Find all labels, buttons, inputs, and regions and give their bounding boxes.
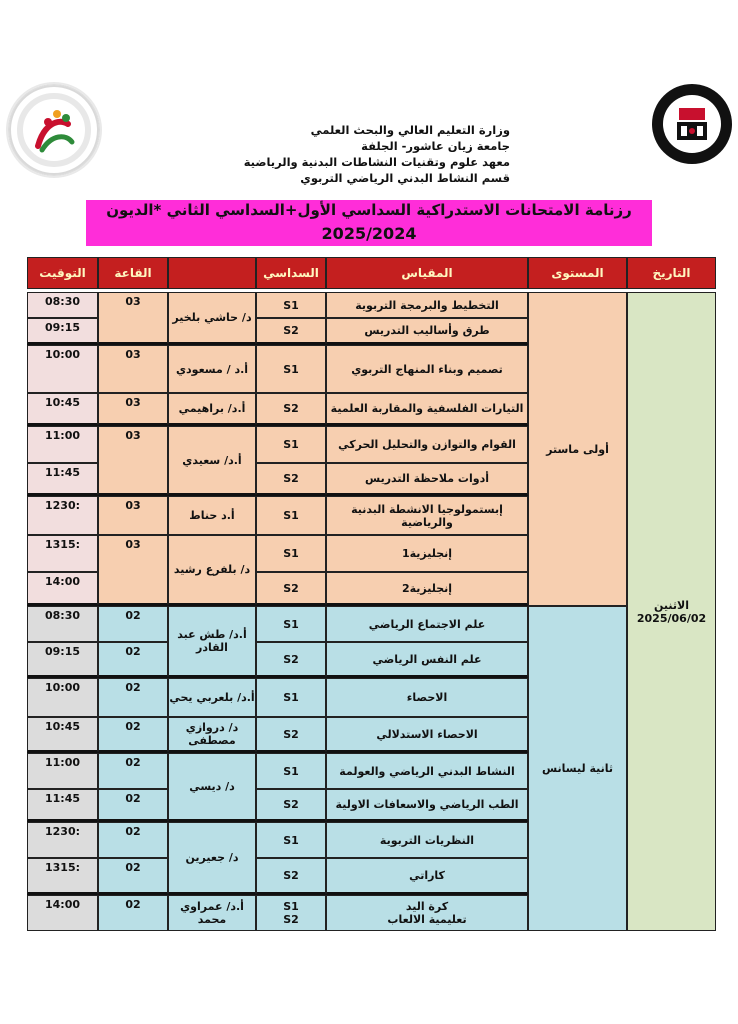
semester-cell: S1 <box>256 753 326 789</box>
header-room: القاعة <box>98 257 168 289</box>
time-cell: :1315 <box>27 858 98 895</box>
room-cell: 02 <box>98 642 168 678</box>
module-cell: كاراتي <box>326 858 528 895</box>
module-cell: الاحصاء <box>326 678 528 717</box>
time-cell: 14:00 <box>27 895 98 931</box>
teacher-cell: د/ ديسي <box>168 753 256 822</box>
time-cell: 08:30 <box>27 292 98 318</box>
semester-cell: S1 <box>256 678 326 717</box>
time-cell: 10:45 <box>27 393 98 426</box>
time-cell: 11:00 <box>27 753 98 789</box>
teacher-cell: أ.د/ بلعربي يحي <box>168 678 256 717</box>
room-cell: 02 <box>98 858 168 895</box>
teacher-cell: أ.د / مسعودي <box>168 345 256 393</box>
module-cell: تصميم وبناء المنهاج التربوي <box>326 345 528 393</box>
module-cell: أدوات ملاحظة التدريس <box>326 463 528 496</box>
semester-cell: S1 <box>256 496 326 535</box>
time-cell: 14:00 <box>27 572 98 606</box>
module-cell: التخطيط والبرمجة التربوية <box>326 292 528 318</box>
time-cell: 10:00 <box>27 345 98 393</box>
department-name: قسم النشاط البدني الرياضي التربوي <box>300 171 510 185</box>
ministry-name: وزارة التعليم العالي والبحث العلمي <box>310 123 510 137</box>
teacher-cell: أ.د/ سعيدي <box>168 426 256 496</box>
level-license2: ثانية ليسانس <box>528 606 627 931</box>
room-cell: 03 <box>98 535 168 606</box>
level-master1: أولى ماستر <box>528 292 627 606</box>
semester-cell: S2 <box>256 572 326 606</box>
module-cell: علم النفس الرياضي <box>326 642 528 678</box>
teacher-cell: د/ بلفرع رشيد <box>168 535 256 606</box>
teacher-cell: د/ دروازي مصطفى <box>168 717 256 753</box>
semester-cell: S1 <box>256 292 326 318</box>
room-cell: 02 <box>98 822 168 858</box>
teacher-cell: أ.د/ طش عبد القادر <box>168 606 256 678</box>
room-cell: 03 <box>98 292 168 345</box>
room-cell: 02 <box>98 895 168 931</box>
semester-cell: S2 <box>256 717 326 753</box>
time-cell: :1315 <box>27 535 98 572</box>
teacher-cell: أ.د/ براهيمي <box>168 393 256 426</box>
room-cell: 02 <box>98 717 168 753</box>
header-time: التوقيت <box>27 257 98 289</box>
header-date: التاريخ <box>627 257 716 289</box>
module-cell: إنجليزية1 <box>326 535 528 572</box>
header-module: المقياس <box>326 257 528 289</box>
semester-cell: S1 <box>256 606 326 642</box>
academic-year: 2025/2024 <box>321 224 417 243</box>
time-cell: 09:15 <box>27 642 98 678</box>
header-level: المستوى <box>528 257 627 289</box>
module-cell: الطب الرياضي والاسعافات الاولية <box>326 789 528 822</box>
module-cell: القوام والتوازن والتحليل الحركي <box>326 426 528 463</box>
semester-cell: S1 <box>256 535 326 572</box>
exam-date: الاثنين 2025/06/02 <box>627 292 716 931</box>
module-cell: إنجليزية2 <box>326 572 528 606</box>
teacher-cell: أ.د/ عمراوي محمد <box>168 895 256 931</box>
module-cell: النشاط البدني الرياضي والعولمة <box>326 753 528 789</box>
semester-cell: S2 <box>256 463 326 496</box>
semester-cell: S2 <box>256 393 326 426</box>
semester-cell: S2 <box>256 858 326 895</box>
time-cell: 11:45 <box>27 789 98 822</box>
header-semester: السداسي <box>256 257 326 289</box>
module-cell: علم الاجتماع الرياضي <box>326 606 528 642</box>
module-cell: كرة اليد تعليمية الالعاب <box>326 895 528 931</box>
header-teacher <box>168 257 256 289</box>
institute-name: معهد علوم وتقنيات النشاطات البدنية والرياضية <box>243 155 510 169</box>
room-cell: 02 <box>98 789 168 822</box>
module-cell: إبستمولوجيا الانشطة البدنية والرياضية <box>326 496 528 535</box>
time-cell: 10:45 <box>27 717 98 753</box>
time-cell: :1230 <box>27 496 98 535</box>
room-cell: 03 <box>98 393 168 426</box>
semester-cell: S1 <box>256 426 326 463</box>
module-cell: الاحصاء الاستدلالي <box>326 717 528 753</box>
semester-cell: S2 <box>256 318 326 345</box>
room-cell: 03 <box>98 426 168 496</box>
semester-cell: S2 <box>256 642 326 678</box>
time-cell: 08:30 <box>27 606 98 642</box>
time-cell: 11:45 <box>27 463 98 496</box>
module-cell: طرق وأساليب التدريس <box>326 318 528 345</box>
semester-cell: S1 <box>256 822 326 858</box>
module-cell: النظريات التربوية <box>326 822 528 858</box>
teacher-cell: د/ حاشي بلخير <box>168 292 256 345</box>
time-cell: :1230 <box>27 822 98 858</box>
semester-cell: S1 S2 <box>256 895 326 931</box>
teacher-cell: د/ جعيرين <box>168 822 256 895</box>
room-cell: 03 <box>98 496 168 535</box>
module-cell: التيارات الفلسفية والمقاربة العلمية <box>326 393 528 426</box>
room-cell: 02 <box>98 606 168 642</box>
time-cell: 10:00 <box>27 678 98 717</box>
teacher-cell: أ.د حناط <box>168 496 256 535</box>
semester-cell: S2 <box>256 789 326 822</box>
time-cell: 11:00 <box>27 426 98 463</box>
time-cell: 09:15 <box>27 318 98 345</box>
semester-cell: S1 <box>256 345 326 393</box>
room-cell: 02 <box>98 678 168 717</box>
university-name: جامعة زيان عاشور- الجلفة <box>361 139 510 153</box>
page-title: رزنامة الامتحانات الاستدراكية السداسي الأول+السداسي الثاني *الديون <box>106 201 632 219</box>
room-cell: 03 <box>98 345 168 393</box>
room-cell: 02 <box>98 753 168 789</box>
